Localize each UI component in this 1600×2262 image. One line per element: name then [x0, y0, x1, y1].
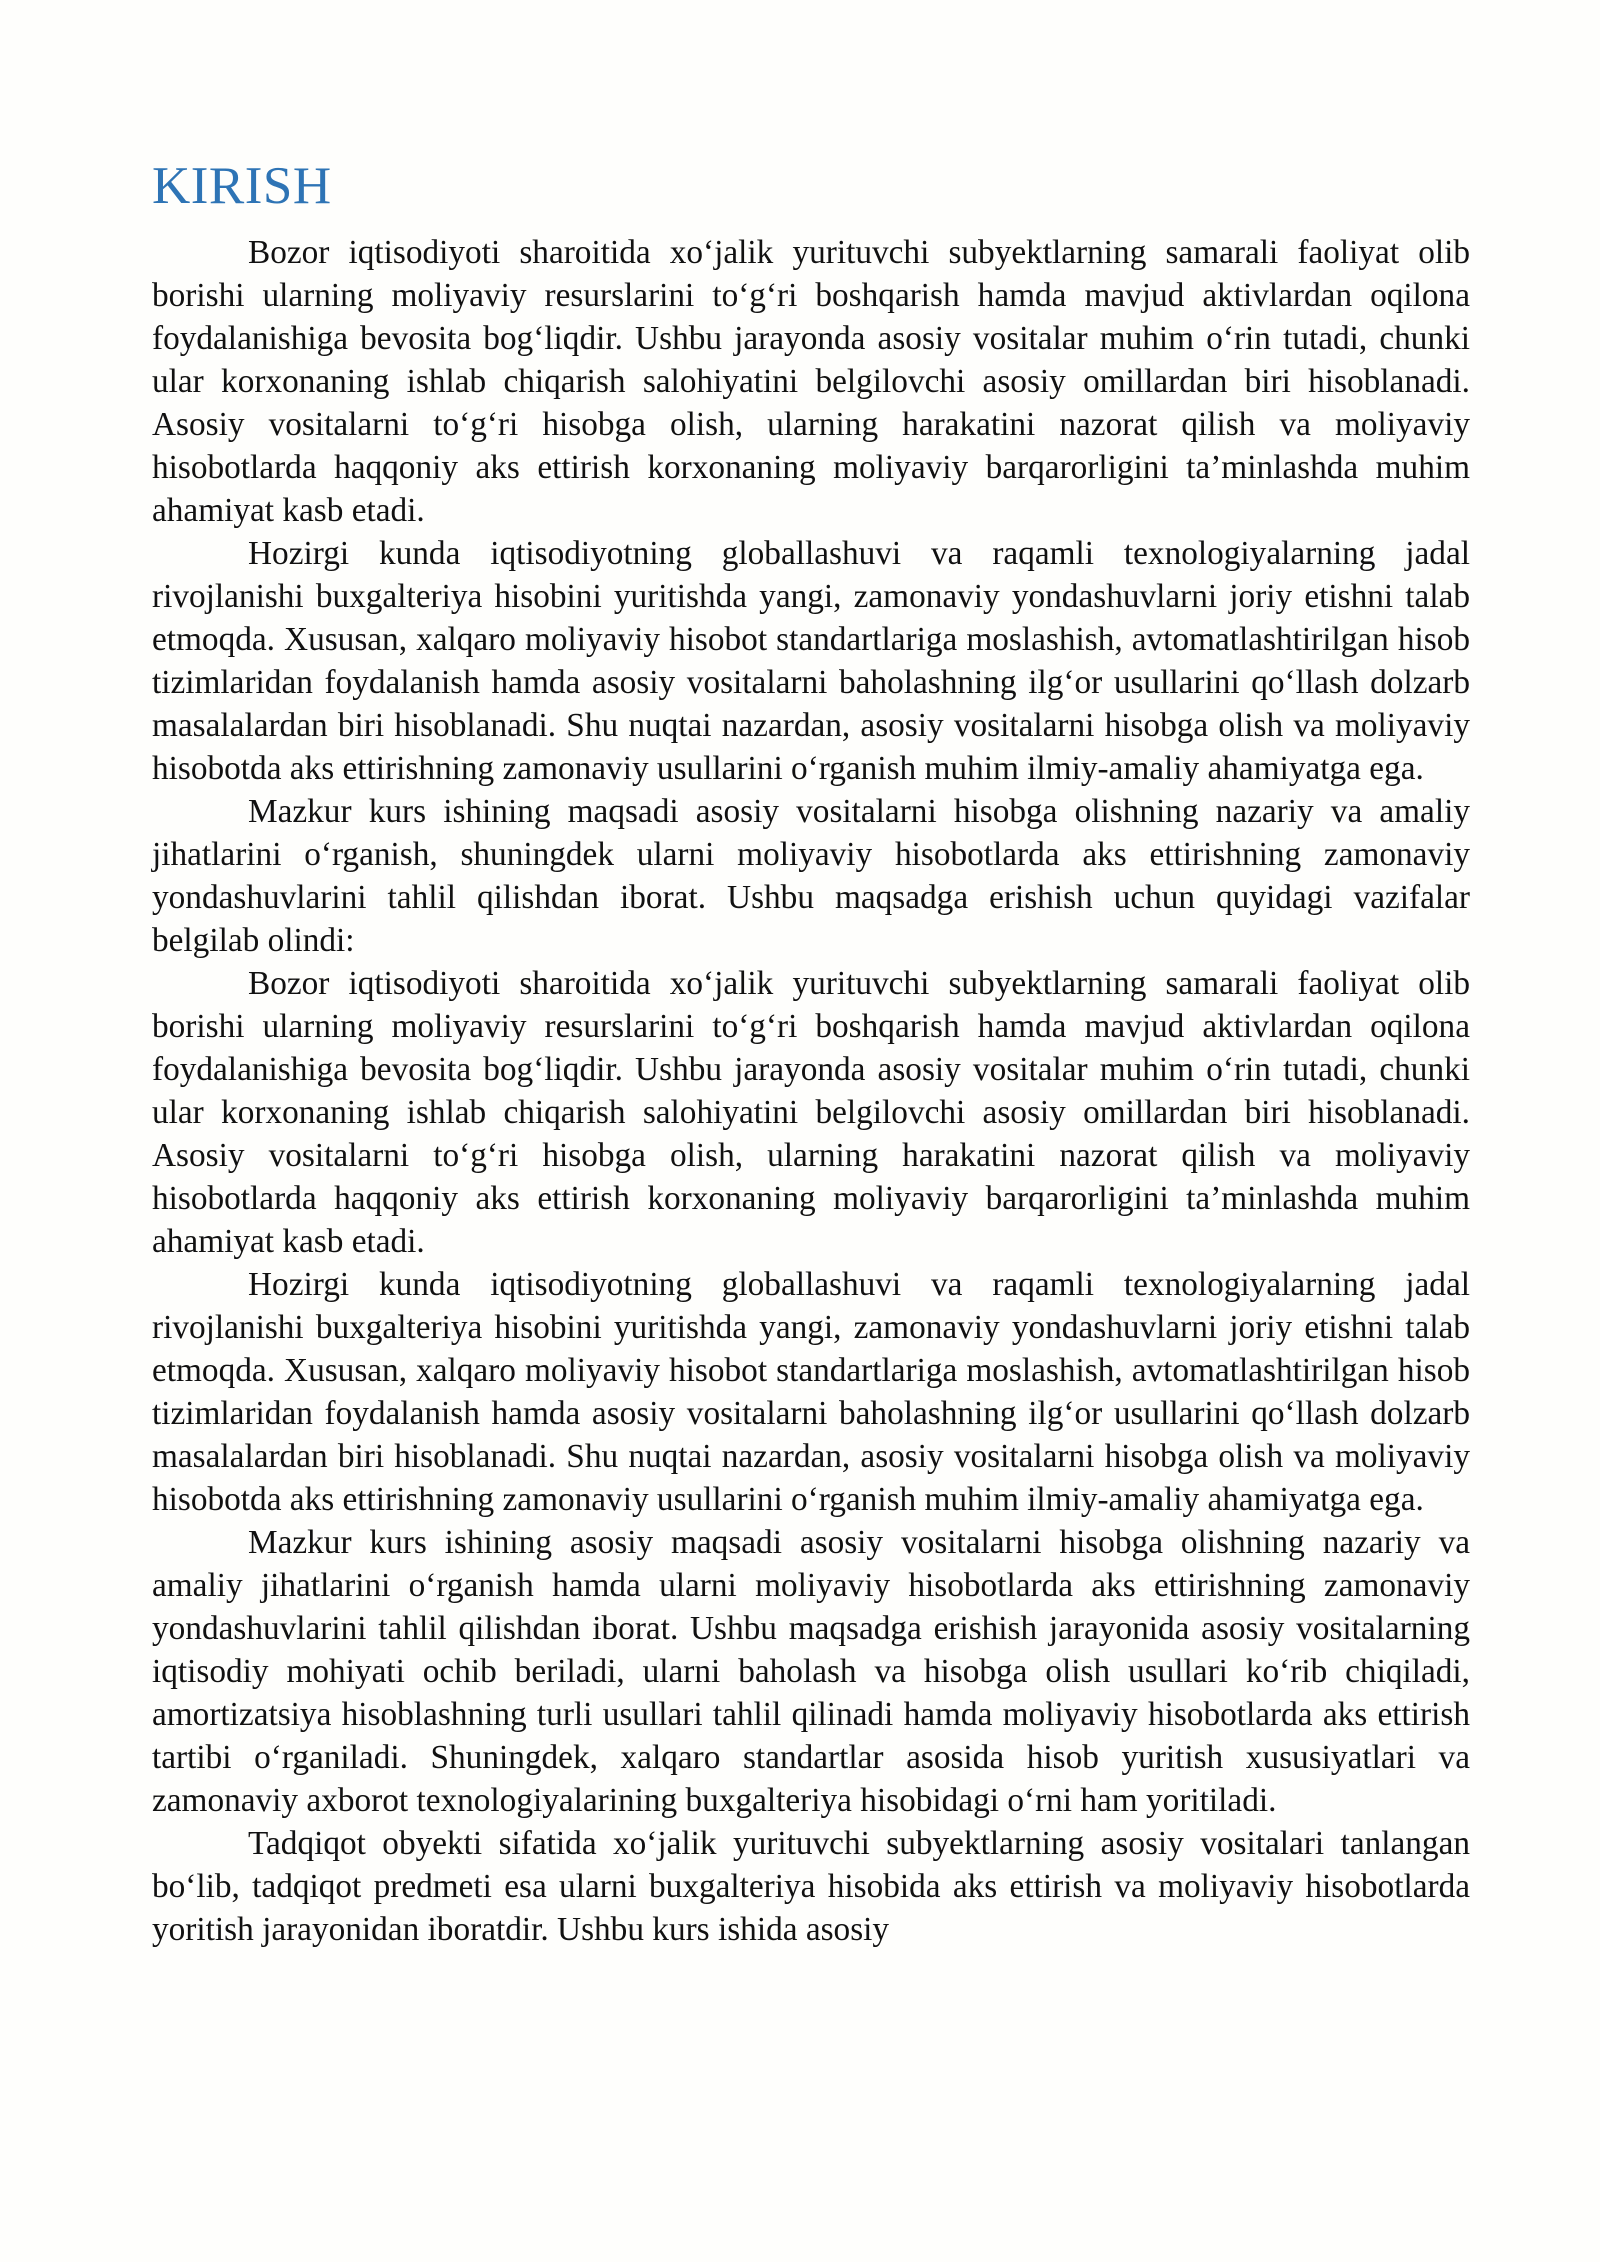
paragraph: Hozirgi kunda iqtisodiyotning globallashuvi va raqamli texnologiyalarning jadal rivojlanishi buxgalteriya hisobini yuritishda yangi, zamonaviy yondashuvlarni joriy etishni talab etmoqda. Xususan, xalqaro moliyaviy hisobot standartlariga moslashish, avtomatlashtirilgan hisob tizimlaridan foydalanish hamda asosiy vositalarni baholashning ilg‘or usullarini qo‘llash dolzarb masalalardan biri hisoblanadi. Shu nuqtai nazardan, asosiy vositalarni hisobga olish va moliyaviy hisobotda aks ettirishning zamonaviy usullarini o‘rganish muhim ilmiy-amaliy ahamiyatga ega.: [152, 1266, 1470, 1518]
page-title: KIRISH: [152, 157, 332, 215]
paragraph: Bozor iqtisodiyoti sharoitida xo‘jalik yurituvchi subyektlarning samarali faoliyat olib borishi ularning moliyaviy resurslarini to‘g‘ri boshqarish hamda mavjud aktivlardan oqilona foydalanishiga bevosita bog‘liqdir. Ushbu jarayonda asosiy vositalar muhim o‘rin tutadi, chunki ular korxonaning ishlab chiqarish salohiyatini belgilovchi asosiy omillardan biri hisoblanadi. Asosiy vositalarni to‘g‘ri hisobga olish, ularning harakatini nazorat qilish va moliyaviy hisobotlarda haqqoniy aks ettirish korxonaning moliyaviy barqarorligini ta’minlashda muhim ahamiyat kasb etadi.: [152, 965, 1470, 1260]
document-page: [152, 150, 1470, 1951]
paragraph: Bozor iqtisodiyoti sharoitida xo‘jalik yurituvchi subyektlarning samarali faoliyat olib borishi ularning moliyaviy resurslarini to‘g‘ri boshqarish hamda mavjud aktivlardan oqilona foydalanishiga bevosita bog‘liqdir. Ushbu jarayonda asosiy vositalar muhim o‘rin tutadi, chunki ular korxonaning ishlab chiqarish salohiyatini belgilovchi asosiy omillardan biri hisoblanadi. Asosiy vositalarni to‘g‘ri hisobga olish, ularning harakatini nazorat qilish va moliyaviy hisobotlarda haqqoniy aks ettirish korxonaning moliyaviy barqarorligini ta’minlashda muhim ahamiyat kasb etadi.: [152, 234, 1470, 529]
paragraph: Hozirgi kunda iqtisodiyotning globallashuvi va raqamli texnologiyalarning jadal rivojlanishi buxgalteriya hisobini yuritishda yangi, zamonaviy yondashuvlarni joriy etishni talab etmoqda. Xususan, xalqaro moliyaviy hisobot standartlariga moslashish, avtomatlashtirilgan hisob tizimlaridan foydalanish hamda asosiy vositalarni baholashning ilg‘or usullarini qo‘llash dolzarb masalalardan biri hisoblanadi. Shu nuqtai nazardan, asosiy vositalarni hisobga olish va moliyaviy hisobotda aks ettirishning zamonaviy usullarini o‘rganish muhim ilmiy-amaliy ahamiyatga ega.: [152, 535, 1470, 787]
paragraph: Mazkur kurs ishining maqsadi asosiy vositalarni hisobga olishning nazariy va amaliy jihatlarini o‘rganish, shuningdek ularni moliyaviy hisobotlarda aks ettirishning zamonaviy yondashuvlarini tahlil qilishdan iborat. Ushbu maqsadga erishish uchun quyidagi vazifalar belgilab olindi:: [152, 793, 1470, 959]
paragraph-continued: Tadqiqot obyekti sifatida xo‘jalik yurituvchi subyektlarning asosiy vositalari tanlangan bo‘lib, tadqiqot predmeti esa ularni buxgalteriya hisobida aks ettirish va moliyaviy hisobotlarda yoritish jarayonidan iboratdir. Ushbu kurs ishida asosiy: [152, 1825, 1470, 1948]
paragraph: Mazkur kurs ishining asosiy maqsadi asosiy vositalarni hisobga olishning nazariy va amaliy jihatlarini o‘rganish hamda ularni moliyaviy hisobotlarda aks ettirishning zamonaviy yondashuvlarini tahlil qilishdan iborat. Ushbu maqsadga erishish jarayonida asosiy vositalarning iqtisodiy mohiyati ochib beriladi, ularni baholash va hisobga olish usullari ko‘rib chiqiladi, amortizatsiya hisoblashning turli usullari tahlil qilinadi hamda moliyaviy hisobotlarda aks ettirish tartibi o‘rganiladi. Shuningdek, xalqaro standartlar asosida hisob yuritish xususiyatlari va zamonaviy axborot texnologiyalarining buxgalteriya hisobidagi o‘rni ham yoritiladi.: [152, 1524, 1470, 1819]
